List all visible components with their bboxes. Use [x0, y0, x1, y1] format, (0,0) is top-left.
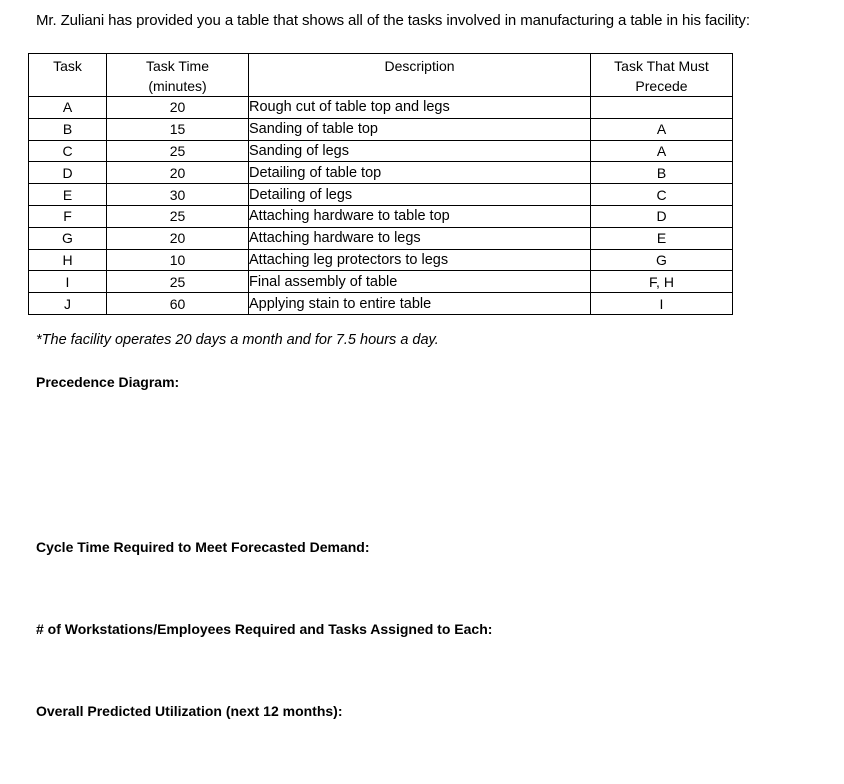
- cell-task: C: [29, 140, 107, 162]
- table-row: [29, 271, 733, 293]
- cell-time: 20: [107, 227, 249, 249]
- cell-precede: A: [591, 118, 733, 140]
- table-row: [29, 184, 733, 206]
- table-row: [29, 205, 733, 227]
- cell-precede: G: [591, 249, 733, 271]
- facility-note: *The facility operates 20 days a month and for 7.5 hours a day.: [36, 332, 439, 348]
- cell-precede: [591, 97, 733, 119]
- table-header-row: [29, 54, 733, 97]
- cell-time: 25: [107, 271, 249, 293]
- header-task-time: [107, 54, 249, 97]
- precedence-diagram-heading: Precedence Diagram:: [36, 374, 180, 390]
- cell-precede: I: [591, 293, 733, 315]
- cell-task: E: [29, 184, 107, 206]
- cell-precede: A: [591, 140, 733, 162]
- cell-description: Final assembly of table: [249, 271, 591, 293]
- workstations-heading: # of Workstations/Employees Required and Tasks Assigned to Each:: [36, 621, 493, 637]
- cell-description: Attaching hardware to table top: [249, 205, 591, 227]
- cell-precede: C: [591, 184, 733, 206]
- cell-task: J: [29, 293, 107, 315]
- cell-description: Applying stain to entire table: [249, 293, 591, 315]
- header-time-line1: Task Time: [145, 58, 209, 74]
- header-time-line2: (minutes): [148, 78, 207, 94]
- cell-time: 20: [107, 97, 249, 119]
- cell-description: Rough cut of table top and legs: [249, 97, 591, 119]
- cell-precede: E: [591, 227, 733, 249]
- table-row: [29, 227, 733, 249]
- header-description-label: Description: [384, 58, 455, 74]
- cell-task: G: [29, 227, 107, 249]
- cell-time: 25: [107, 205, 249, 227]
- table-row: [29, 140, 733, 162]
- header-precede: [591, 54, 733, 97]
- cell-task: B: [29, 118, 107, 140]
- header-task: [29, 54, 107, 97]
- cell-time: 30: [107, 184, 249, 206]
- utilization-heading: Overall Predicted Utilization (next 12 months):: [36, 703, 343, 719]
- cell-description: Sanding of table top: [249, 118, 591, 140]
- table-row: [29, 293, 733, 315]
- table-row: [29, 249, 733, 271]
- cell-time: 10: [107, 249, 249, 271]
- cell-precede: F, H: [591, 271, 733, 293]
- cell-description: Attaching leg protectors to legs: [249, 249, 591, 271]
- cell-task: D: [29, 162, 107, 184]
- intro-text: Mr. Zuliani has provided you a table that shows all of the tasks involved in manufacturing a table in his facility:: [36, 12, 750, 29]
- table-row: [29, 118, 733, 140]
- cell-task: I: [29, 271, 107, 293]
- header-description: [249, 54, 591, 97]
- cycle-time-heading: Cycle Time Required to Meet Forecasted Demand:: [36, 539, 370, 555]
- cell-task: F: [29, 205, 107, 227]
- cell-description: Detailing of table top: [249, 162, 591, 184]
- cell-description: Attaching hardware to legs: [249, 227, 591, 249]
- cell-time: 20: [107, 162, 249, 184]
- header-precede-line1: Task That Must: [614, 58, 709, 74]
- cell-task: A: [29, 97, 107, 119]
- cell-time: 25: [107, 140, 249, 162]
- cell-task: H: [29, 249, 107, 271]
- cell-time: 15: [107, 118, 249, 140]
- header-precede-line2: Precede: [635, 78, 688, 94]
- task-table: [28, 53, 733, 315]
- cell-description: Detailing of legs: [249, 184, 591, 206]
- cell-precede: D: [591, 205, 733, 227]
- cell-time: 60: [107, 293, 249, 315]
- cell-precede: B: [591, 162, 733, 184]
- cell-description: Sanding of legs: [249, 140, 591, 162]
- table-row: [29, 162, 733, 184]
- header-task-label: Task: [53, 58, 82, 74]
- table-row: [29, 97, 733, 119]
